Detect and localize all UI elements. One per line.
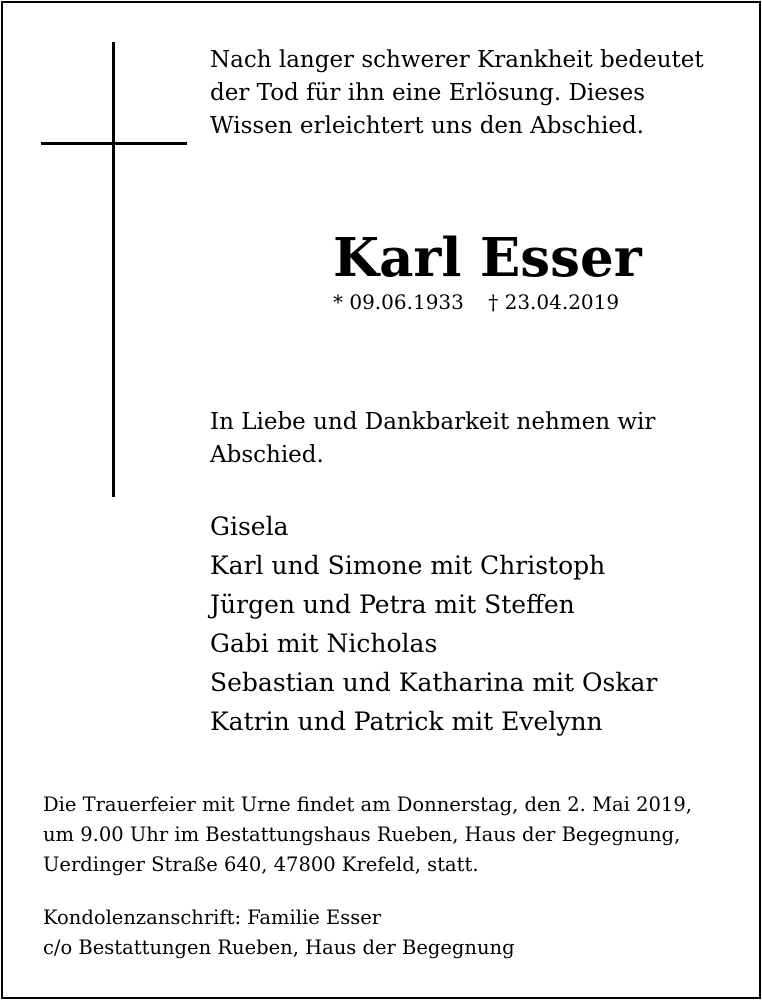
condolence-address <box>43 903 743 963</box>
intro-line: Nach langer schwerer Krankheit bedeutet <box>210 47 704 73</box>
condolence-line: Kondolenzanschrift: Familie Esser <box>43 906 382 929</box>
mourner-item: Karl und Simone mit Christoph <box>210 551 606 580</box>
birth-date: * 09.06.1933 <box>333 290 464 314</box>
intro-line: der Tod für ihn eine Erlösung. Dieses <box>210 80 646 106</box>
farewell-line: Abschied. <box>210 442 324 468</box>
mourner-item: Gisela <box>210 512 289 541</box>
cross-icon-vertical-bar <box>112 42 115 497</box>
mourner-item: Gabi mit Nicholas <box>210 629 438 658</box>
intro-text <box>210 44 710 143</box>
funeral-line: Die Trauerfeier mit Urne findet am Donnerstag, den 2. Mai 2019, <box>43 793 692 816</box>
funeral-notice <box>43 790 743 880</box>
intro-line: Wissen erleichtert uns den Abschied. <box>210 113 644 139</box>
mourners-list <box>210 507 657 741</box>
mourner-item: Jürgen und Petra mit Steffen <box>210 590 575 619</box>
condolence-line: c/o Bestattungen Rueben, Haus der Begegnung <box>43 936 515 959</box>
funeral-line: um 9.00 Uhr im Bestattungshaus Rueben, Haus der Begegnung, <box>43 823 681 846</box>
cross-icon-horizontal-bar <box>41 142 187 145</box>
mourner-item: Sebastian und Katharina mit Oskar <box>210 668 658 697</box>
farewell-text <box>210 406 730 472</box>
death-date: † 23.04.2019 <box>488 290 620 314</box>
funeral-line: Uerdinger Straße 640, 47800 Krefeld, statt. <box>43 853 479 876</box>
deceased-name: Karl Esser <box>333 227 642 289</box>
mourner-item: Katrin und Patrick mit Evelynn <box>210 707 603 736</box>
life-dates <box>333 288 619 316</box>
farewell-line: In Liebe und Dankbarkeit nehmen wir <box>210 409 656 435</box>
